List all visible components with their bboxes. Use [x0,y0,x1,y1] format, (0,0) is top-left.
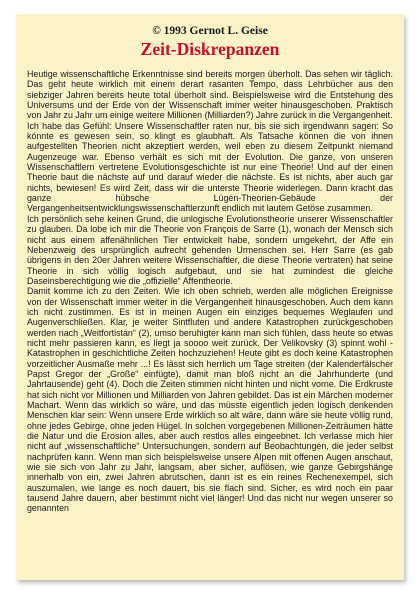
page-title: Zeit-Diskrepanzen [140,39,280,59]
paragraph: Ich persönlich sehe keinen Grund, die unlogische Evolutionstheorie unserer Wissenschaftler zu glauben. Da lobe ich mir die Theorie von François de Sarre (1), wonach der Mensch sich nicht aus einem affenähnlichen Tier entwickelt habe, sondern umgekehrt, der Affe ein Nebenzweig des ursprünglich aufrecht gehenden Urmenschen sei. Herr Sarre (es gab übrigens in den 20er Jahren weitere Wissenschaftler, die diese Theorie vertraten) hat seine Theorie in sich völlig logisch aufgebaut, und sie hat zumindest die gleiche Daseinsberechtigung wie die „offizielle“ Affentheorie. [27,213,393,286]
paragraph: Ich habe das Gefühl: Unsere Wissenschaftler raten nur, bis sie sich irgendwann sagen: So könnte es gewesen sein, so klingt es glaubhaft. Als Tatsache können die von ihnen aufgestellten Theorien nicht akzeptiert werden, weil eben zu diesem Zeitpunkt niemand Augenzeuge war. Ebenso verhält es sich mit der Evolution. Die ganze, von unseren Wissenschaftlern vertretene Evolutionsgeschichte ist nur eine Theorie! Und auf der einen Theorie baut die nächste auf und darauf wieder die nächste. Es ist nichts, aber auch gar nichts, bewiesen! Es wird Zeit, dass wir die unterste Theorie widerlegen. Dann kracht das ganze hübsche Lügen-Theorien-Gebäude der Vergangenheitsentwicklungswissenschaftlerzunft endlich mit lautem Getöse zusammen. [27,120,393,214]
paragraph: Damit komme ich zu den Zeiten. Wie ich oben schrieb, werden alle möglichen Ereignisse von der Wissenschaft immer weiter in die Vergangenheit hinausgeschoben. Auch dem kann ich nicht zustimmen. Es ist in meinen Augen ein einziges bequemes Weglaufen und Augenverschließen. Klar, je weiter Sintfluten und andere Katastrophen zurückgeschoben werden nach „Weitfortistan“ (2), umso beruhigter kann man sich fühlen, dass heute so etwas nicht mehr passieren kann, es liegt ja soooo weit zurück. Der Velikovsky (3) spinnt wohl - Katastrophen in geschichtliche Zeiten hochzuziehen! Heute gibt es doch keine Katastrophen vorzeitlicher Ausmaße mehr ...! Es lässt sich herrlich um Tage streiten (der Kalenderfälscher Papst Gregor der „Große“ einfügte), damit man bloß nicht an die Jahrhunderte (und Jahrtausende) geht (4). Doch die Zeiten stimmen nicht hinten und nicht vorne. Die Erdkruste hat sich nicht vor Millionen und Milliarden von Jahren gebildet. Das ist ein Märchen moderner Machart. Wenn das wirklich so wäre, und das müsste eigentlich jeden logisch denkenden Menschen klar sein: Wenn unsere Erde wirklich so alt wäre, dann wäre sie heute völlig rund, ohne jedes Gebirge, ohne jeden Hügel. In solchen vorgegebenen Millionen-Zeiträumen hätte die Natur und die Erosion alles, aber auch restlos alles eingeebnet. Ich verlasse mich hier nicht auf „wissenschaftliche“ Untersuchungen, sondern auf Beobachtungen, die jeder selbst nachprüfen kann. Wenn man sich beispielsweise unsere Alpen mit offenen Augen anschaut, wie sie sich von Jahr zu Jahr, langsam, aber sicher, auflösen, wie ganze Gebirgshänge innerhalb von ein, zwei Jahren abrutschen, dann ist es ein reines Rechenexempel, sich auszumalen, wie lange es noch dauert, bis sie flach sind. Sicher, es wird noch ein paar tausend Jahre dauern, aber bestimmt nicht viel länger! Und das nicht nur wegen unserer so genannten [27,286,393,514]
paragraph: Heutige wissenschaftliche Erkenntnisse sind bereits morgen überholt. Das sehen wir täglich. Das geht heute wirklich mit einem derart rasanten Tempo, dass Lehrbücher aus den siebziger Jahren bereits heute total überholt sind. Beispielsweise wird die Entstehung des Universums und der Erde von der Wissenschaft immer weiter hinausgeschoben. Praktisch von Jahr zu Jahr um einige weitere Millionen (Milliarden?) Jahre zurück in die Vergangenheit. [27,69,393,121]
document-page [16,14,404,580]
article-body [27,69,393,514]
copyright-line: © 1993 Gernot L. Geise [152,25,268,37]
